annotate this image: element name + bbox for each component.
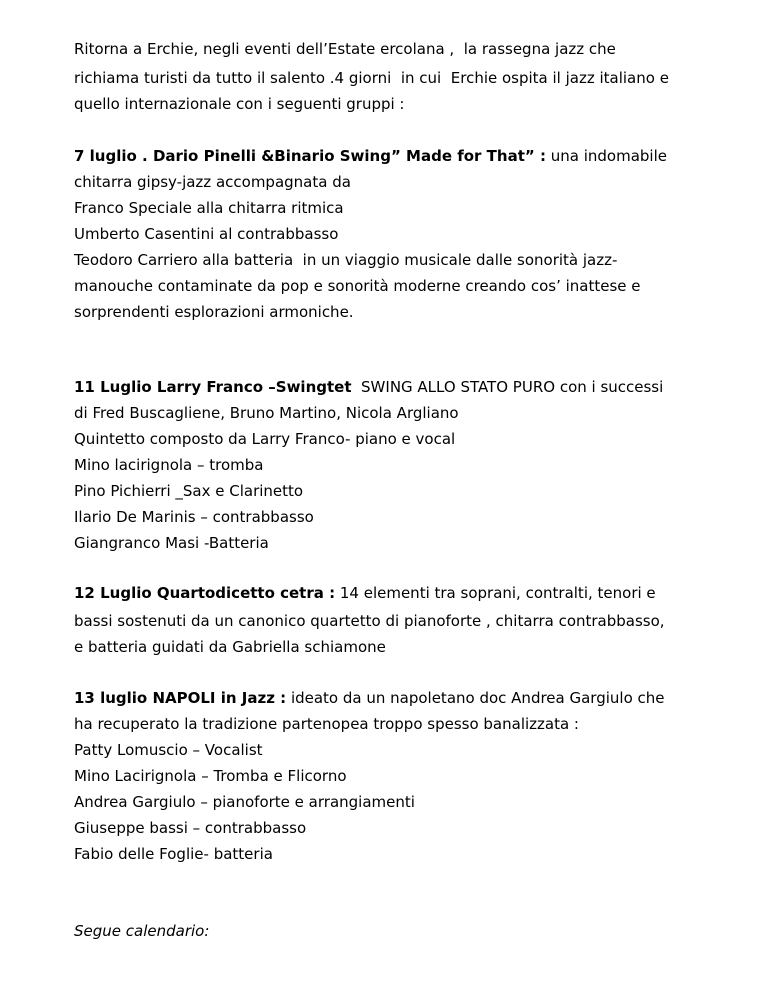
event-line: sorprendenti esplorazioni armoniche.: [74, 303, 354, 321]
event-text: ideato da un napoletano doc Andrea Gargiulo che: [286, 689, 665, 707]
event-heading: [74, 584, 656, 602]
event-text: 14 elementi tra soprani, contralti, tenori e: [335, 584, 656, 602]
event-heading: [74, 378, 663, 396]
event-line: Franco Speciale alla chitarra ritmica: [74, 199, 344, 217]
event-line: bassi sostenuti da un canonico quartetto di pianoforte , chitarra contrabbasso,: [74, 612, 665, 630]
event-heading: [74, 689, 704, 707]
event-line: Andrea Gargiulo – pianoforte e arrangiamenti: [74, 793, 415, 811]
event-heading: [74, 147, 704, 165]
event-title: 7 luglio . Dario Pinelli &Binario Swing” Made for That” :: [74, 147, 546, 165]
event-line: manouche contaminate da pop e sonorità moderne creando cos’ inattese e: [74, 277, 641, 295]
event-title: 12 Luglio Quartodicetto cetra :: [74, 584, 336, 602]
event-line: Mino Lacirignola – Tromba e Flicorno: [74, 767, 347, 785]
intro-line: Ritorna a Erchie, negli eventi dell’Estate ercolana , la rassegna jazz che: [74, 40, 616, 58]
event-line: Giangranco Masi -Batteria: [74, 534, 269, 552]
event-line: Quintetto composto da Larry Franco- piano e vocal: [74, 430, 456, 448]
event-line: Mino lacirignola – tromba: [74, 456, 264, 474]
footer-text: Segue calendario:: [74, 922, 210, 940]
event-line: Teodoro Carriero alla batteria in un viaggio musicale dalle sonorità jazz-: [74, 251, 618, 269]
event-line: Pino Pichierri _Sax e Clarinetto: [74, 482, 304, 500]
event-line: chitarra gipsy-jazz accompagnata da: [74, 173, 351, 191]
event-line: ha recuperato la tradizione partenopea troppo spesso banalizzata :: [74, 715, 579, 733]
event-title: 13 luglio NAPOLI in Jazz :: [74, 689, 287, 707]
event-line: e batteria guidati da Gabriella schiamone: [74, 638, 386, 656]
event-line: di Fred Buscagliene, Bruno Martino, Nicola Argliano: [74, 404, 459, 422]
event-line: Umberto Casentini al contrabbasso: [74, 225, 339, 243]
event-line: Patty Lomuscio – Vocalist: [74, 741, 263, 759]
intro-line: richiama turisti da tutto il salento .4 giorni in cui Erchie ospita il jazz italiano e: [74, 69, 669, 87]
event-title: 11 Luglio Larry Franco –Swingtet: [74, 378, 352, 396]
event-line: Giuseppe bassi – contrabbasso: [74, 819, 307, 837]
event-text: una indomabile: [545, 147, 667, 165]
event-line: Fabio delle Foglie- batteria: [74, 845, 273, 863]
event-line: Ilario De Marinis – contrabbasso: [74, 508, 314, 526]
event-text: SWING ALLO STATO PURO con i successi: [351, 378, 664, 396]
intro-line: quello internazionale con i seguenti gruppi :: [74, 95, 405, 113]
